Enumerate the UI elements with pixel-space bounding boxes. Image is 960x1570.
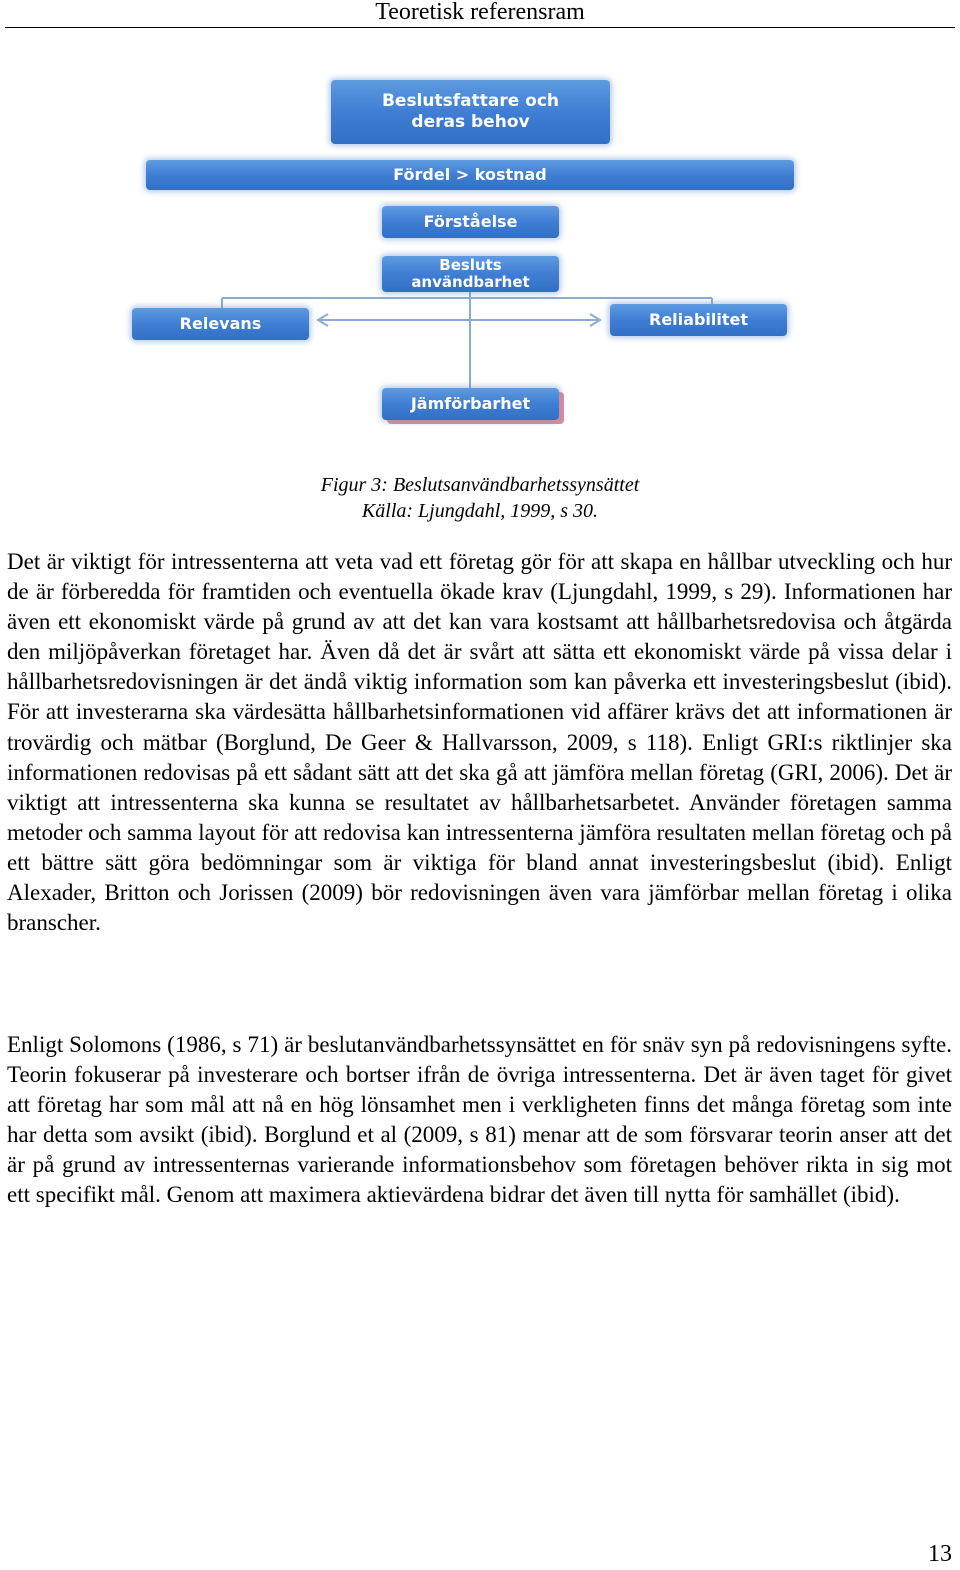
body-paragraph-1: Det är viktigt för intressenterna att veta vad ett företag gör för att skapa en hållbar utveckling och hur de är förberedda för framtiden och eventuella ökade krav (Ljungdahl, 1999, s 29). Informationen har även ett ekonomiskt värde på grund av att det kan vara kostsamt att hållbarhetsredovisa och åtgärda den miljöpåverkan företaget har. Även då det är svårt att sätta ett ekonomiskt värde på vissa delar i hållbarhetsredovisningen är det ändå viktig information som kan påverka ett investeringsbeslut (ibid). För att investerarna ska värdesätta hållbarhetsinformationen vid affärer krävs det att informationen är trovärdig och mätbar (Borglund, De Geer & Hallvarsson, 2009, s 118). Enligt GRI:s riktlinjer ska informationen redovisas på ett sådant sätt att det ska gå att jämföra mellan företag (GRI, 2006). Det är viktigt att intressenterna ska kunna se resultatet av hållbarhetsarbetet. Använder företagen samma metoder och samma layout för att redovisa kan intressenterna jämföra resultaten mellan företag och på ett bättre sätt göra bedömningar som är viktiga för bland annat investeringsbeslut (ibid). Enligt Alexader, Britton och Jorissen (2009) bör redovisningen även vara jämförbar mellan företag i olika branscher. [7,549,952,936]
benefit-cost-box: Fördel > kostnad [146,160,794,190]
decision-usefulness-diagram [0,60,960,450]
running-header: Teoretisk referensram [375,0,585,25]
caption-title: Figur 3: Beslutsanvändbarhetssynsättet [320,474,640,496]
page-number: 13 [928,1541,952,1567]
figure-caption [0,472,960,524]
understanding-box: Förståelse [382,206,559,238]
decision-makers-box: Beslutsfattare och deras behov [331,80,610,144]
caption-source: Källa: Ljungdahl, 1999, s 30. [361,500,599,522]
relevance-box: Relevans [132,308,309,340]
comparability-box: Jämförbarhet [382,388,559,420]
body-paragraph-2: Enligt Solomons (1986, s 71) är beslutanvändbarhetssynsättet en för snäv syn på redovisningens syfte. Teorin fokuserar på investerare och bortser ifrån de övriga intressenterna. Det är även taget för givet att företag har som mål att nå en hög lönsamhet men i verkligheten finns det många företag som inte har detta som avsikt (ibid). Borglund et al (2009, s 81) menar att de som försvarar teorin anser att det är på grund av intressenternas varierande informationsbehov som företagen behöver rikta in sig mot ett specifikt mål. Genom att maximera aktievärdena bidrar det även till nytta för samhället (ibid). [7,1032,952,1208]
header-rule [5,27,955,28]
usability-box: Besluts användbarhet [382,256,559,292]
reliability-box: Reliabilitet [610,304,787,336]
